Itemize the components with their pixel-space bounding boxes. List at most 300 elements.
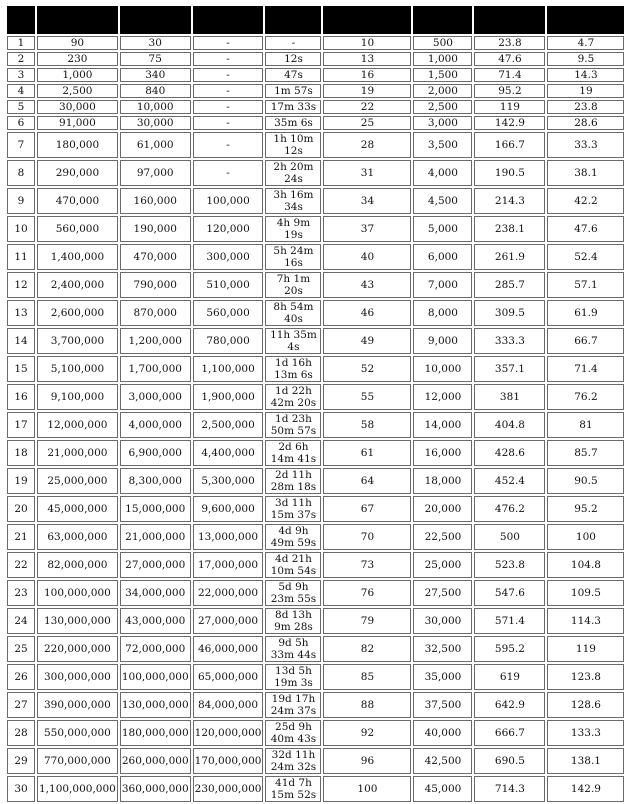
table-cell-col-6: 92 <box>323 720 411 746</box>
table-row <box>7 524 624 550</box>
table-cell-col-3: 180,000,000 <box>120 720 191 746</box>
table-cell-col-6: 19 <box>323 84 411 98</box>
table-cell-col-7: 20,000 <box>413 496 472 522</box>
table-cell-col-4: - <box>193 116 264 130</box>
table-cell-col-3: 790,000 <box>120 272 191 298</box>
table-cell-col-9: 52.4 <box>547 244 624 270</box>
table-cell-col-4: 2,500,000 <box>193 412 264 438</box>
table-cell-time: 4d 21h 10m 54s <box>265 552 321 578</box>
table-cell-col-8: 23.8 <box>474 36 545 50</box>
table-cell-col-8: 452.4 <box>474 468 545 494</box>
table-cell-col-9: 14.3 <box>547 68 624 82</box>
table-cell-col-4: 1,900,000 <box>193 384 264 410</box>
header-cell-time <box>265 6 321 34</box>
table-cell-col-7: 40,000 <box>413 720 472 746</box>
table-cell-col-2: 25,000,000 <box>37 468 118 494</box>
table-cell-col-2: 770,000,000 <box>37 748 118 774</box>
table-cell-col-3: 97,000 <box>120 160 191 186</box>
table-cell-col-8: 214.3 <box>474 188 545 214</box>
table-row <box>7 748 624 774</box>
table-cell-level: 2 <box>7 52 35 66</box>
table-cell-col-9: 85.7 <box>547 440 624 466</box>
table-row <box>7 216 624 242</box>
table-cell-level: 11 <box>7 244 35 270</box>
table-cell-col-9: 109.5 <box>547 580 624 606</box>
table-cell-col-6: 46 <box>323 300 411 326</box>
table-cell-col-4: 84,000,000 <box>193 692 264 718</box>
table-cell-col-3: 1,200,000 <box>120 328 191 354</box>
table-cell-col-3: 100,000,000 <box>120 664 191 690</box>
table-cell-col-3: 3,000,000 <box>120 384 191 410</box>
table-cell-col-9: 138.1 <box>547 748 624 774</box>
table-cell-level: 7 <box>7 132 35 158</box>
table-cell-col-2: 1,400,000 <box>37 244 118 270</box>
table-cell-col-2: 45,000,000 <box>37 496 118 522</box>
table-cell-col-2: 100,000,000 <box>37 580 118 606</box>
table-cell-col-3: 61,000 <box>120 132 191 158</box>
table-cell-col-8: 119 <box>474 100 545 114</box>
table-cell-time: 8d 13h 9m 28s <box>265 608 321 634</box>
table-cell-col-7: 2,000 <box>413 84 472 98</box>
table-cell-col-8: 166.7 <box>474 132 545 158</box>
table-cell-col-7: 2,500 <box>413 100 472 114</box>
table-cell-time: 2d 11h 28m 18s <box>265 468 321 494</box>
table-cell-time: 11h 35m 4s <box>265 328 321 354</box>
table-cell-col-4: 9,600,000 <box>193 496 264 522</box>
table-cell-col-6: 22 <box>323 100 411 114</box>
table-row <box>7 84 624 98</box>
table-cell-level: 19 <box>7 468 35 494</box>
table-cell-col-8: 190.5 <box>474 160 545 186</box>
table-cell-time: 2d 6h 14m 41s <box>265 440 321 466</box>
table-cell-level: 14 <box>7 328 35 354</box>
table-cell-time: 35m 6s <box>265 116 321 130</box>
table-cell-col-8: 381 <box>474 384 545 410</box>
table-cell-time: 12s <box>265 52 321 66</box>
table-cell-col-7: 1,500 <box>413 68 472 82</box>
table-cell-col-7: 6,000 <box>413 244 472 270</box>
table-cell-level: 15 <box>7 356 35 382</box>
table-cell-col-6: 31 <box>323 160 411 186</box>
table-cell-col-9: 4.7 <box>547 36 624 50</box>
table-row <box>7 384 624 410</box>
table-cell-col-2: 82,000,000 <box>37 552 118 578</box>
table-cell-col-8: 666.7 <box>474 720 545 746</box>
table-row <box>7 776 624 802</box>
table-cell-col-4: - <box>193 100 264 114</box>
table-cell-col-2: 91,000 <box>37 116 118 130</box>
header-cell-col-9 <box>547 6 624 34</box>
table-cell-col-3: 360,000,000 <box>120 776 191 802</box>
table-cell-col-4: - <box>193 84 264 98</box>
header-cell-col-2 <box>37 6 118 34</box>
table-cell-col-3: 27,000,000 <box>120 552 191 578</box>
table-cell-col-2: 12,000,000 <box>37 412 118 438</box>
upgrade-table-container <box>5 4 626 804</box>
table-cell-col-3: 470,000 <box>120 244 191 270</box>
table-cell-col-4: 27,000,000 <box>193 608 264 634</box>
table-cell-col-8: 333.3 <box>474 328 545 354</box>
table-cell-col-6: 55 <box>323 384 411 410</box>
table-cell-col-7: 35,000 <box>413 664 472 690</box>
table-cell-level: 8 <box>7 160 35 186</box>
table-cell-time: 2h 20m 24s <box>265 160 321 186</box>
table-cell-col-6: 43 <box>323 272 411 298</box>
table-cell-col-2: 390,000,000 <box>37 692 118 718</box>
table-cell-col-7: 30,000 <box>413 608 472 634</box>
table-cell-col-4: 510,000 <box>193 272 264 298</box>
table-cell-col-8: 404.8 <box>474 412 545 438</box>
table-cell-time: 3d 11h 15m 37s <box>265 496 321 522</box>
table-row <box>7 100 624 114</box>
table-cell-time: 1d 23h 50m 57s <box>265 412 321 438</box>
table-cell-col-2: 220,000,000 <box>37 636 118 662</box>
table-cell-col-7: 8,000 <box>413 300 472 326</box>
table-cell-col-3: 260,000,000 <box>120 748 191 774</box>
table-cell-col-4: 560,000 <box>193 300 264 326</box>
table-cell-col-6: 67 <box>323 496 411 522</box>
table-cell-col-3: 1,700,000 <box>120 356 191 382</box>
table-cell-col-7: 18,000 <box>413 468 472 494</box>
table-cell-col-2: 9,100,000 <box>37 384 118 410</box>
table-cell-level: 12 <box>7 272 35 298</box>
table-cell-level: 17 <box>7 412 35 438</box>
table-cell-time: 3h 16m 34s <box>265 188 321 214</box>
table-cell-time: 25d 9h 40m 43s <box>265 720 321 746</box>
table-cell-time: 41d 7h 15m 52s <box>265 776 321 802</box>
table-cell-col-4: 1,100,000 <box>193 356 264 382</box>
header-row <box>7 6 624 34</box>
header-cell-col-3 <box>120 6 191 34</box>
table-cell-col-8: 619 <box>474 664 545 690</box>
table-cell-col-7: 4,500 <box>413 188 472 214</box>
table-body <box>7 36 624 802</box>
table-cell-col-4: 13,000,000 <box>193 524 264 550</box>
table-cell-col-3: 870,000 <box>120 300 191 326</box>
table-cell-col-3: 21,000,000 <box>120 524 191 550</box>
table-cell-level: 30 <box>7 776 35 802</box>
table-cell-col-8: 47.6 <box>474 52 545 66</box>
table-cell-col-4: - <box>193 36 264 50</box>
table-cell-col-6: 40 <box>323 244 411 270</box>
table-row <box>7 468 624 494</box>
table-cell-col-2: 2,500 <box>37 84 118 98</box>
table-cell-col-3: 340 <box>120 68 191 82</box>
table-cell-col-6: 25 <box>323 116 411 130</box>
table-cell-col-9: 23.8 <box>547 100 624 114</box>
table-cell-col-2: 560,000 <box>37 216 118 242</box>
table-cell-col-8: 523.8 <box>474 552 545 578</box>
table-cell-col-7: 37,500 <box>413 692 472 718</box>
table-row <box>7 52 624 66</box>
table-cell-col-8: 547.6 <box>474 580 545 606</box>
table-cell-col-6: 49 <box>323 328 411 354</box>
table-cell-col-6: 100 <box>323 776 411 802</box>
table-cell-col-6: 88 <box>323 692 411 718</box>
table-cell-col-3: 72,000,000 <box>120 636 191 662</box>
table-cell-time: 13d 5h 19m 3s <box>265 664 321 690</box>
table-cell-col-6: 64 <box>323 468 411 494</box>
table-cell-col-3: 34,000,000 <box>120 580 191 606</box>
table-cell-level: 24 <box>7 608 35 634</box>
table-cell-col-2: 5,100,000 <box>37 356 118 382</box>
table-cell-time: 1m 57s <box>265 84 321 98</box>
table-row <box>7 692 624 718</box>
table-cell-col-9: 95.2 <box>547 496 624 522</box>
table-cell-col-8: 261.9 <box>474 244 545 270</box>
table-cell-col-8: 309.5 <box>474 300 545 326</box>
table-cell-col-9: 38.1 <box>547 160 624 186</box>
table-cell-col-9: 57.1 <box>547 272 624 298</box>
table-cell-col-4: 46,000,000 <box>193 636 264 662</box>
table-cell-time: 47s <box>265 68 321 82</box>
table-cell-level: 16 <box>7 384 35 410</box>
table-cell-col-3: 15,000,000 <box>120 496 191 522</box>
table-cell-col-2: 2,400,000 <box>37 272 118 298</box>
table-cell-col-2: 2,600,000 <box>37 300 118 326</box>
table-cell-col-8: 428.6 <box>474 440 545 466</box>
table-cell-time: 19d 17h 24m 37s <box>265 692 321 718</box>
table-cell-level: 27 <box>7 692 35 718</box>
table-cell-level: 20 <box>7 496 35 522</box>
table-cell-col-2: 1,000 <box>37 68 118 82</box>
header-cell-col-6 <box>323 6 411 34</box>
table-cell-col-9: 100 <box>547 524 624 550</box>
table-cell-col-7: 42,500 <box>413 748 472 774</box>
table-cell-col-2: 550,000,000 <box>37 720 118 746</box>
table-cell-level: 6 <box>7 116 35 130</box>
table-cell-time: 5d 9h 23m 55s <box>265 580 321 606</box>
table-cell-col-6: 10 <box>323 36 411 50</box>
table-row <box>7 496 624 522</box>
table-cell-col-2: 230 <box>37 52 118 66</box>
table-cell-col-7: 4,000 <box>413 160 472 186</box>
table-cell-col-7: 9,000 <box>413 328 472 354</box>
table-cell-col-3: 130,000,000 <box>120 692 191 718</box>
upgrade-table <box>5 4 626 804</box>
table-cell-col-3: 6,900,000 <box>120 440 191 466</box>
table-cell-time: 1d 16h 13m 6s <box>265 356 321 382</box>
table-cell-col-9: 33.3 <box>547 132 624 158</box>
table-cell-col-2: 63,000,000 <box>37 524 118 550</box>
table-cell-col-4: 5,300,000 <box>193 468 264 494</box>
table-cell-time: 4d 9h 49m 59s <box>265 524 321 550</box>
table-cell-col-8: 500 <box>474 524 545 550</box>
table-cell-col-3: 30,000 <box>120 116 191 130</box>
table-cell-col-6: 28 <box>323 132 411 158</box>
table-cell-col-7: 5,000 <box>413 216 472 242</box>
table-cell-level: 26 <box>7 664 35 690</box>
table-cell-col-2: 290,000 <box>37 160 118 186</box>
table-cell-col-2: 180,000 <box>37 132 118 158</box>
table-cell-col-8: 71.4 <box>474 68 545 82</box>
table-cell-col-2: 130,000,000 <box>37 608 118 634</box>
table-cell-time: 1d 22h 42m 20s <box>265 384 321 410</box>
table-cell-col-3: 43,000,000 <box>120 608 191 634</box>
table-cell-col-9: 76.2 <box>547 384 624 410</box>
table-cell-col-8: 357.1 <box>474 356 545 382</box>
table-cell-col-8: 238.1 <box>474 216 545 242</box>
table-cell-level: 28 <box>7 720 35 746</box>
table-cell-time: 32d 11h 24m 32s <box>265 748 321 774</box>
table-cell-col-4: 780,000 <box>193 328 264 354</box>
table-row <box>7 720 624 746</box>
table-cell-col-2: 30,000 <box>37 100 118 114</box>
table-cell-col-7: 10,000 <box>413 356 472 382</box>
table-cell-col-7: 12,000 <box>413 384 472 410</box>
table-cell-col-4: 22,000,000 <box>193 580 264 606</box>
table-row <box>7 68 624 82</box>
table-cell-col-7: 25,000 <box>413 552 472 578</box>
table-cell-col-7: 22,500 <box>413 524 472 550</box>
table-row <box>7 272 624 298</box>
table-row <box>7 160 624 186</box>
table-cell-col-6: 37 <box>323 216 411 242</box>
table-cell-col-4: 4,400,000 <box>193 440 264 466</box>
table-cell-col-7: 7,000 <box>413 272 472 298</box>
table-row <box>7 244 624 270</box>
table-row <box>7 328 624 354</box>
table-cell-col-4: - <box>193 160 264 186</box>
table-cell-col-7: 27,500 <box>413 580 472 606</box>
table-row <box>7 188 624 214</box>
table-cell-col-4: 230,000,000 <box>193 776 264 802</box>
table-row <box>7 664 624 690</box>
table-cell-col-4: - <box>193 132 264 158</box>
table-cell-level: 18 <box>7 440 35 466</box>
table-cell-time: 7h 1m 20s <box>265 272 321 298</box>
table-cell-col-9: 119 <box>547 636 624 662</box>
table-cell-col-3: 840 <box>120 84 191 98</box>
table-cell-level: 29 <box>7 748 35 774</box>
table-cell-col-8: 595.2 <box>474 636 545 662</box>
header-cell-col-7 <box>413 6 472 34</box>
table-cell-col-7: 1,000 <box>413 52 472 66</box>
table-row <box>7 132 624 158</box>
table-cell-col-9: 47.6 <box>547 216 624 242</box>
table-cell-time: 5h 24m 16s <box>265 244 321 270</box>
table-cell-col-6: 61 <box>323 440 411 466</box>
table-cell-col-6: 79 <box>323 608 411 634</box>
table-cell-col-9: 61.9 <box>547 300 624 326</box>
table-cell-col-8: 571.4 <box>474 608 545 634</box>
table-cell-col-9: 114.3 <box>547 608 624 634</box>
table-cell-col-3: 75 <box>120 52 191 66</box>
table-cell-level: 25 <box>7 636 35 662</box>
table-cell-col-3: 160,000 <box>120 188 191 214</box>
table-cell-time: 9d 5h 33m 44s <box>265 636 321 662</box>
table-cell-col-9: 71.4 <box>547 356 624 382</box>
table-cell-col-7: 3,000 <box>413 116 472 130</box>
table-cell-level: 4 <box>7 84 35 98</box>
table-cell-col-9: 90.5 <box>547 468 624 494</box>
table-cell-col-4: 120,000,000 <box>193 720 264 746</box>
table-row <box>7 300 624 326</box>
table-cell-col-6: 73 <box>323 552 411 578</box>
table-cell-col-9: 66.7 <box>547 328 624 354</box>
table-cell-time: 17m 33s <box>265 100 321 114</box>
table-row <box>7 636 624 662</box>
table-cell-col-4: 17,000,000 <box>193 552 264 578</box>
table-cell-level: 10 <box>7 216 35 242</box>
header-cell-level <box>7 6 35 34</box>
table-cell-col-6: 96 <box>323 748 411 774</box>
table-cell-col-4: 100,000 <box>193 188 264 214</box>
table-row <box>7 580 624 606</box>
table-cell-col-4: - <box>193 68 264 82</box>
table-cell-level: 13 <box>7 300 35 326</box>
table-cell-col-6: 34 <box>323 188 411 214</box>
table-row <box>7 440 624 466</box>
table-cell-col-3: 30 <box>120 36 191 50</box>
table-cell-col-2: 21,000,000 <box>37 440 118 466</box>
table-cell-col-4: 65,000,000 <box>193 664 264 690</box>
table-cell-col-9: 123.8 <box>547 664 624 690</box>
table-cell-level: 5 <box>7 100 35 114</box>
table-cell-col-8: 690.5 <box>474 748 545 774</box>
table-cell-col-3: 8,300,000 <box>120 468 191 494</box>
table-cell-col-2: 90 <box>37 36 118 50</box>
table-cell-col-6: 16 <box>323 68 411 82</box>
table-cell-col-6: 76 <box>323 580 411 606</box>
table-cell-level: 22 <box>7 552 35 578</box>
table-cell-col-4: 300,000 <box>193 244 264 270</box>
table-cell-col-9: 28.6 <box>547 116 624 130</box>
table-cell-col-3: 10,000 <box>120 100 191 114</box>
table-cell-col-8: 714.3 <box>474 776 545 802</box>
table-cell-col-4: - <box>193 52 264 66</box>
table-cell-level: 9 <box>7 188 35 214</box>
table-cell-level: 3 <box>7 68 35 82</box>
table-cell-col-6: 82 <box>323 636 411 662</box>
table-cell-col-7: 14,000 <box>413 412 472 438</box>
table-cell-col-2: 3,700,000 <box>37 328 118 354</box>
table-cell-col-9: 81 <box>547 412 624 438</box>
table-cell-col-4: 170,000,000 <box>193 748 264 774</box>
table-row <box>7 552 624 578</box>
table-cell-col-9: 104.8 <box>547 552 624 578</box>
table-row <box>7 356 624 382</box>
table-cell-col-8: 142.9 <box>474 116 545 130</box>
table-cell-col-7: 32,500 <box>413 636 472 662</box>
table-cell-col-8: 476.2 <box>474 496 545 522</box>
table-cell-col-8: 95.2 <box>474 84 545 98</box>
table-cell-col-3: 4,000,000 <box>120 412 191 438</box>
table-cell-col-2: 470,000 <box>37 188 118 214</box>
table-row <box>7 608 624 634</box>
table-cell-col-6: 70 <box>323 524 411 550</box>
table-cell-col-9: 128.6 <box>547 692 624 718</box>
table-cell-level: 23 <box>7 580 35 606</box>
table-cell-col-9: 42.2 <box>547 188 624 214</box>
table-cell-col-7: 500 <box>413 36 472 50</box>
table-cell-time: 1h 10m 12s <box>265 132 321 158</box>
table-row <box>7 412 624 438</box>
table-cell-col-9: 19 <box>547 84 624 98</box>
table-cell-col-4: 120,000 <box>193 216 264 242</box>
table-cell-col-6: 52 <box>323 356 411 382</box>
table-cell-time: 8h 54m 40s <box>265 300 321 326</box>
table-cell-time: - <box>265 36 321 50</box>
table-cell-col-2: 300,000,000 <box>37 664 118 690</box>
table-cell-time: 4h 9m 19s <box>265 216 321 242</box>
header-cell-col-4 <box>193 6 264 34</box>
table-cell-col-6: 85 <box>323 664 411 690</box>
table-cell-col-9: 9.5 <box>547 52 624 66</box>
table-cell-col-9: 142.9 <box>547 776 624 802</box>
table-cell-col-7: 3,500 <box>413 132 472 158</box>
table-row <box>7 36 624 50</box>
